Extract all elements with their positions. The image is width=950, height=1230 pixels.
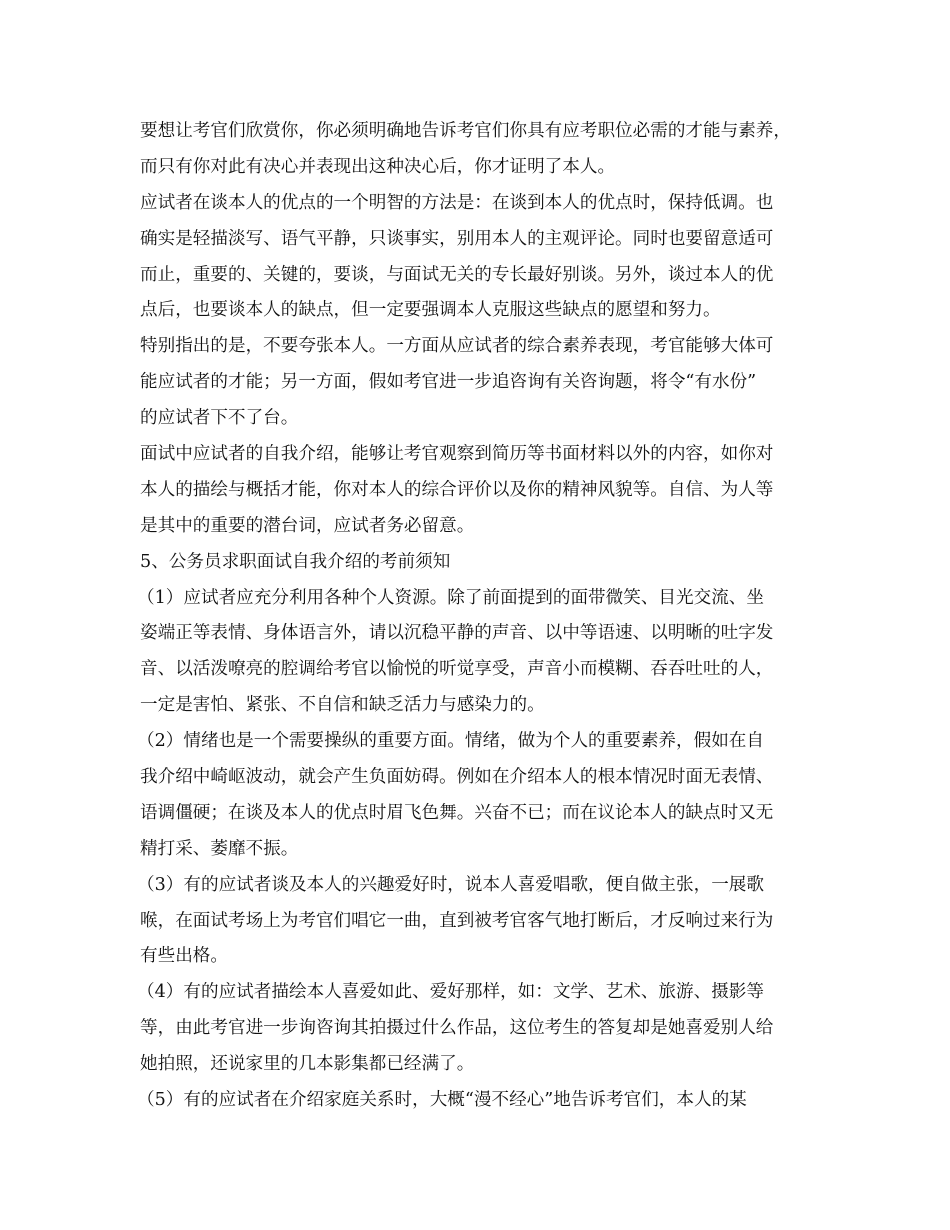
text-line: （1）应试者应充分利用各种个人资源。除了前面提到的面带微笑、目光交流、坐 [137, 587, 764, 608]
text-line: 能应试者的才能；另一方面，假如考官进一步追咨询有关咨询题，将令“有水份” [140, 372, 757, 393]
text-line: 的应试者下不了台。 [140, 408, 299, 429]
text-line: 点后，也要谈本人的缺点，但一定要强调本人克服这些缺点的愿望和努力。 [140, 300, 721, 321]
text-line: （5）有的应试者在介绍家庭关系时，大概“漫不经心”地告诉考官们，本人的某 [137, 1090, 747, 1111]
document-body [137, 114, 820, 1119]
text-line: 本人的描绘与概括才能，你对本人的综合评价以及你的精神风貌等。自信、为人等 [140, 479, 774, 500]
text-line: 精打采、萎靡不振。 [140, 838, 299, 859]
text-line: 我介绍中崎岖波动，就会产生负面妨碍。例如在介绍本人的根本情况时面无表情、 [140, 767, 774, 788]
text-line: 要想让考官们欣赏你，你必须明确地告诉考官们你具有应考职位必需的才能与素养， [140, 121, 791, 141]
text-line: （2）情绪也是一个需要操纵的重要方面。情绪，做为个人的重要素养，假如在自 [137, 731, 764, 752]
text-line: 有些出格。 [140, 946, 228, 967]
text-line: 姿端正等表情、身体语言外，请以沉稳平静的声音、以中等语速、以明晰的吐字发 [140, 623, 774, 644]
text-line: （3）有的应试者谈及本人的兴趣爱好时，说本人喜爱唱歌，便自做主张，一展歌 [137, 874, 764, 895]
text-line: 一定是害怕、紧张、不自信和缺乏活力与感染力的。 [140, 695, 545, 716]
text-line: 等，由此考官进一步询咨询其拍摄过什么作品，这位考生的答复却是她喜爱别人给 [140, 1018, 774, 1039]
text-line: 喉，在面试考场上为考官们唱它一曲，直到被考官客气地打断后，才反响过来行为 [140, 910, 774, 931]
text-line: （4）有的应试者描绘本人喜爱如此、爱好那样，如：文学、艺术、旅游、摄影等 [137, 982, 764, 1003]
text-line: 应试者在谈本人的优点的一个明智的方法是：在谈到本人的优点时，保持低调。也 [140, 192, 774, 213]
text-line: 音、以活泼嘹亮的腔调给考官以愉悦的听觉享受，声音小而模糊、吞吞吐吐的人， [140, 659, 774, 680]
text-line: 她拍照，还说家里的几本影集都已经满了。 [140, 1054, 475, 1075]
text-line: 面试中应试者的自我介绍，能够让考官观察到简历等书面材料以外的内容，如你对 [140, 444, 774, 465]
text-line: 特别指出的是，不要夸张本人。一方面从应试者的综合素养表现，考官能够大体可 [140, 336, 774, 357]
text-line: 确实是轻描淡写、语气平静，只谈事实，别用本人的主观评论。同时也要留意适可 [140, 228, 774, 249]
text-line: 而只有你对此有决心并表现出这种决心后，你才证明了本人。 [140, 156, 616, 177]
text-line: 是其中的重要的潜台词，应试者务必留意。 [140, 515, 475, 536]
text-line: 语调僵硬；在谈及本人的优点时眉飞色舞。兴奋不已；而在议论本人的缺点时又无 [140, 802, 774, 823]
text-line: 而止，重要的、关键的，要谈，与面试无关的专长最好别谈。另外，谈过本人的优 [140, 264, 774, 285]
section-heading: 5、公务员求职面试自我介绍的考前须知 [140, 551, 451, 572]
